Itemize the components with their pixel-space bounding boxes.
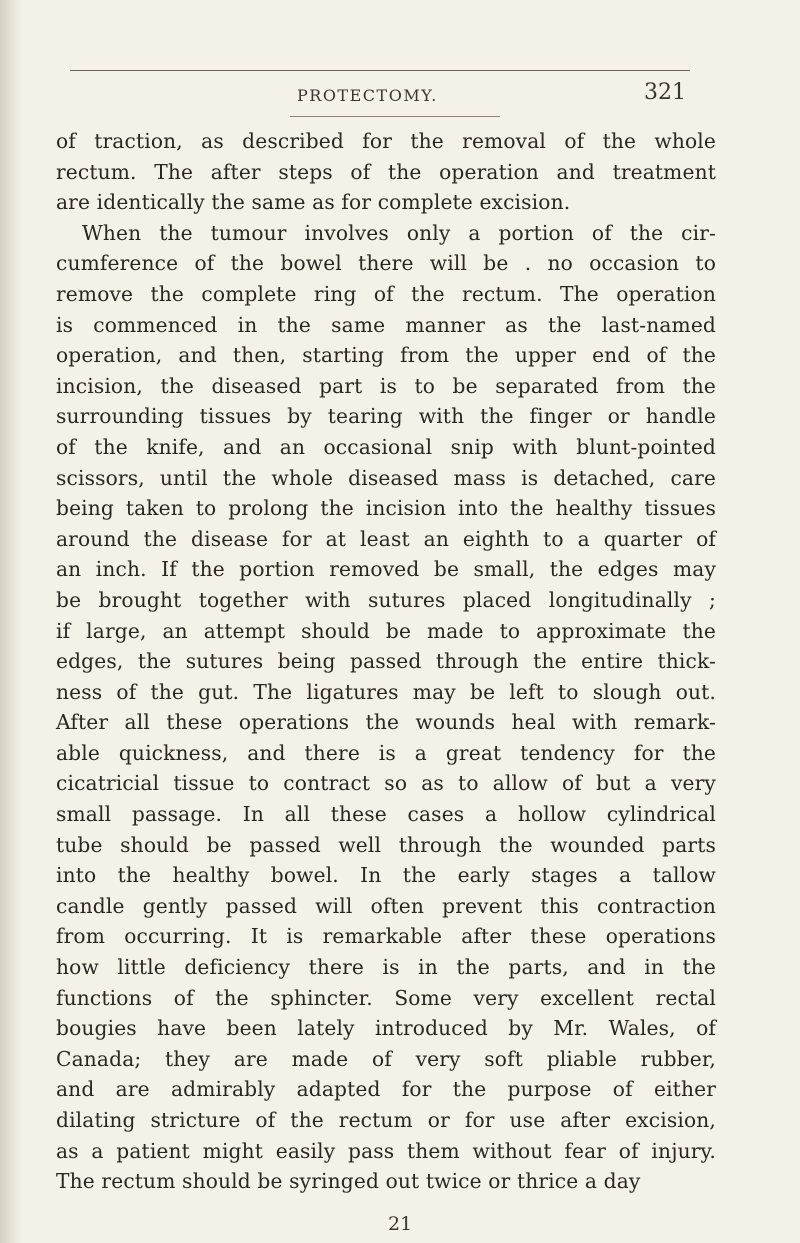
signature-mark: 21 [388, 1213, 413, 1235]
running-title: PROTECTOMY. [297, 86, 438, 105]
running-head [0, 80, 800, 110]
text-line: rectum. The after steps of the operation and treatment [56, 159, 716, 184]
text-line: into the healthy bowel. In the early stages a tallow [56, 863, 716, 888]
text-line: ness of the gut. The ligatures may be left to slough out. [56, 679, 716, 704]
text-line: bougies have been lately introduced by Mr. Wales, of [56, 1016, 716, 1041]
head-rule [290, 116, 500, 117]
top-rule [70, 70, 690, 71]
text-line: remove the complete ring of the rectum. The operation [56, 281, 716, 306]
text-line: as a patient might easily pass them without fear of injury. [56, 1138, 716, 1163]
text-line: an inch. If the portion removed be small, the edges may [56, 557, 716, 582]
body-text [56, 126, 716, 1197]
text-line: how little deficiency there is in the parts, and in the [56, 955, 716, 980]
text-line: is commenced in the same manner as the last-named [56, 312, 716, 337]
text-line: Canada; they are made of very soft pliable rubber, [56, 1046, 716, 1071]
text-line: around the disease for at least an eighth to a quarter of [56, 526, 716, 551]
text-line: be brought together with sutures placed longitudinally ; [56, 587, 716, 612]
text-line: small passage. In all these cases a hollow cylindrical [56, 802, 716, 827]
text-line: After all these operations the wounds heal with remark- [56, 710, 716, 735]
text-line: of the knife, and an occasional snip with blunt-pointed [56, 434, 716, 459]
text-line: from occurring. It is remarkable after these operations [56, 924, 716, 949]
text-line: scissors, until the whole diseased mass is detached, care [56, 465, 716, 490]
text-line: are identically the same as for complete excision. [56, 190, 571, 215]
text-line: tube should be passed well through the wounded parts [56, 832, 716, 857]
text-line: When the tumour involves only a portion of the cir- [82, 220, 716, 245]
page-number: 321 [644, 80, 686, 105]
text-line: surrounding tissues by tearing with the finger or handle [56, 404, 716, 429]
text-line: candle gently passed will often prevent this contraction [56, 893, 716, 918]
text-line: dilating stricture of the rectum or for use after excision, [56, 1108, 716, 1132]
text-line: and are admirably adapted for the purpose of either [56, 1077, 716, 1102]
text-line: edges, the sutures being passed through the entire thick- [56, 649, 716, 674]
text-line: cicatricial tissue to contract so as to allow of but a very [56, 771, 716, 796]
text-line: being taken to prolong the incision into the healthy tissues [56, 496, 716, 521]
gutter-shadow [0, 0, 22, 1243]
text-line: functions of the sphincter. Some very excellent rectal [56, 985, 716, 1010]
text-line: cumference of the bowel there will be . no occasion to [56, 251, 716, 276]
text-line: able quickness, and there is a great tendency for the [56, 740, 716, 765]
text-line: operation, and then, starting from the upper end of the [56, 343, 716, 368]
text-line: if large, an attempt should be made to approximate the [56, 618, 716, 643]
text-line: incision, the diseased part is to be separated from the [56, 373, 716, 398]
text-line: of traction, as described for the removal of the whole [56, 129, 716, 153]
text-line: The rectum should be syringed out twice or thrice a day [56, 1169, 641, 1194]
